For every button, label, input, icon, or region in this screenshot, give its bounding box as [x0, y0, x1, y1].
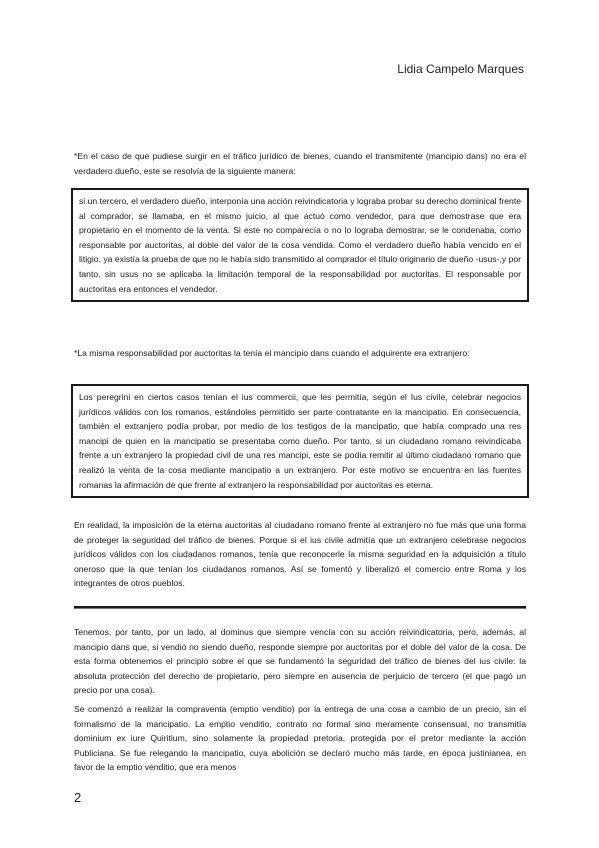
body-paragraph-2: Tenemos, por tanto, por un lado, al dominus que siempre vencía con su acción reivindicatoria, pero, además, al mancipio dans que, si vendió no siendo dueño, responde siempre por auctoritas por el doble del valor de la cosa. De esta forma obtenemos el principio sobre el que se fundamentó la seguridad del tráfico de bienes del ius civile: la absoluta protección del derecho de propietario, pero siempre en ausencia de perjuicio de tercero (el que pagó un precio por una cosa). — [74, 627, 526, 696]
section-divider — [74, 606, 526, 609]
quote-box-2 — [71, 384, 529, 498]
running-header-author: Lidia Campelo Marques — [397, 62, 524, 76]
quote-box-2-text: Los peregrini en ciertos casos tenían el ius commercii, que les permitía, según el Ius civile, celebrar negocios jurídicos válidos con los romanos, estándoles permitido ser parte contratante en la mancipatio. En consecuencia, también el extranjero podía probar, por medio de los testigos de la mancipatio, que había comprado una res mancipi de quien en la mancipatio se presentaba como dueño. Por tanto, si un ciudadano romano reivindicaba frente a un extranjero la propiedad civil de una res mancipi, este se podía remitir al último ciudadano romano que realizó la venta de la cosa mediante mancipatio a un extranjero. Por este motivo se encuentra en las fuentes romanas la afirmación de que frente al extranjero la responsabilidad por auctoritas es eterna. — [79, 392, 521, 490]
quote-box-1 — [71, 188, 529, 302]
body-paragraph-1: En realidad, la imposición de la eterna auctoritas al ciudadano romano frente al extranjero no fue más que una forma de proteger la seguridad del tráfico de bienes. Porque si el ius civile admitía que un extranjero celebrase negocios jurídicos válidos con los ciudadanos romanos, tenía que reconocerle la misma seguridad en la adquisición a título oneroso que la que tenían los ciudadanos romanos. Así se fomentó y liberalizó el comercio entre Roma y los integrantes de otros pueblos. — [74, 520, 526, 589]
intro-paragraph-1: *En el caso de que pudiese surgir en el tráfico jurídico de bienes, cuando el transmitente (mancipio dans) no era el verdadero dueño, este se resolvía de la siguiente manera: — [74, 151, 526, 176]
quote-box-1-text: si un tercero, el verdadero dueño, interponía una acción reivindicatoria y lograba probar su derecho dominical frente al comprador, se llamaba, en el mismo juicio, al que actuó como vendedor, para que demostrase que era propietario en el momento de la venta. Si este no comparecía o no lo lograba demostrar, se le condenaba, como responsable por auctoritas, al doble del valor de la cosa vendida. Como el verdadero dueño había vencido en el litigio, ya existía la prueba de que no le había sido transmitido al comprador el título originario de dueño -usus-,y por tanto, sin usus no se aplicaba la limitación temporal de la responsabilidad por auctoritas. El responsable por auctoritas era entonces el vendedor. — [79, 196, 521, 294]
body-paragraph-3: Se comenzó a realizar la compraventa (emptio venditio) por la entrega de una cosa a cambio de un precio, sin el formalismo de la mancipatio. La emptio venditio, contrato no formal sino meramente consensual, no transmitía dominium ex iure Quiritium, sino solamente la propiedad pretoria, protegida por el pretor mediante la acción Publiciana. Se fue relegando la mancipatio, cuya abolición se declaró mucho más tarde, en época justinianea, en favor de la emptio venditio, que era menos — [74, 704, 526, 773]
intro-paragraph-2: *La misma responsabilidad por auctoritas la tenía el mancipio dans cuando el adquirente era extranjero: — [74, 348, 470, 358]
page-number: 2 — [74, 790, 82, 805]
